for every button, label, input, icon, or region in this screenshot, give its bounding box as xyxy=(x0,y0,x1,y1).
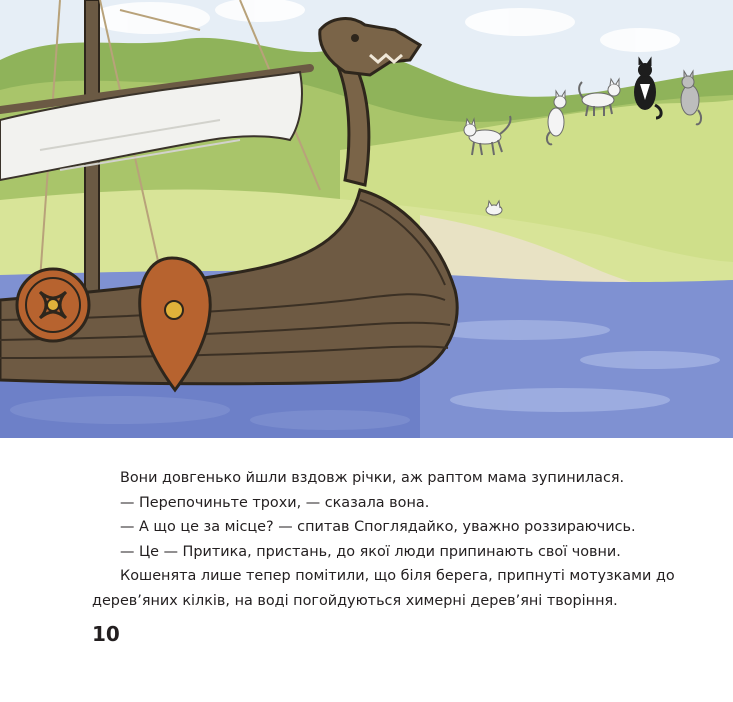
page-number: 10 xyxy=(92,622,120,646)
paragraph-continuation: дерев’яних кілків, на воді погойдуються химерні дерев’яні творіння. xyxy=(92,592,618,609)
paragraph: — А що це за місце? — спитав Споглядайко, уважно роззираючись. xyxy=(120,519,636,536)
paragraph: — Це — Притика, пристань, до якої люди припинають свої човни. xyxy=(120,543,621,560)
story-text xyxy=(92,466,675,614)
paragraph: Вони довгенько йшли вздовж річки, аж раптом мама зупинилася. xyxy=(120,470,625,486)
paragraph: Кошенята лише тепер помітили, що біля берега, припнуті мотузками до xyxy=(120,568,675,585)
paragraph: — Перепочиньте трохи, — сказала вона. xyxy=(120,494,430,511)
round-shield xyxy=(17,269,89,341)
